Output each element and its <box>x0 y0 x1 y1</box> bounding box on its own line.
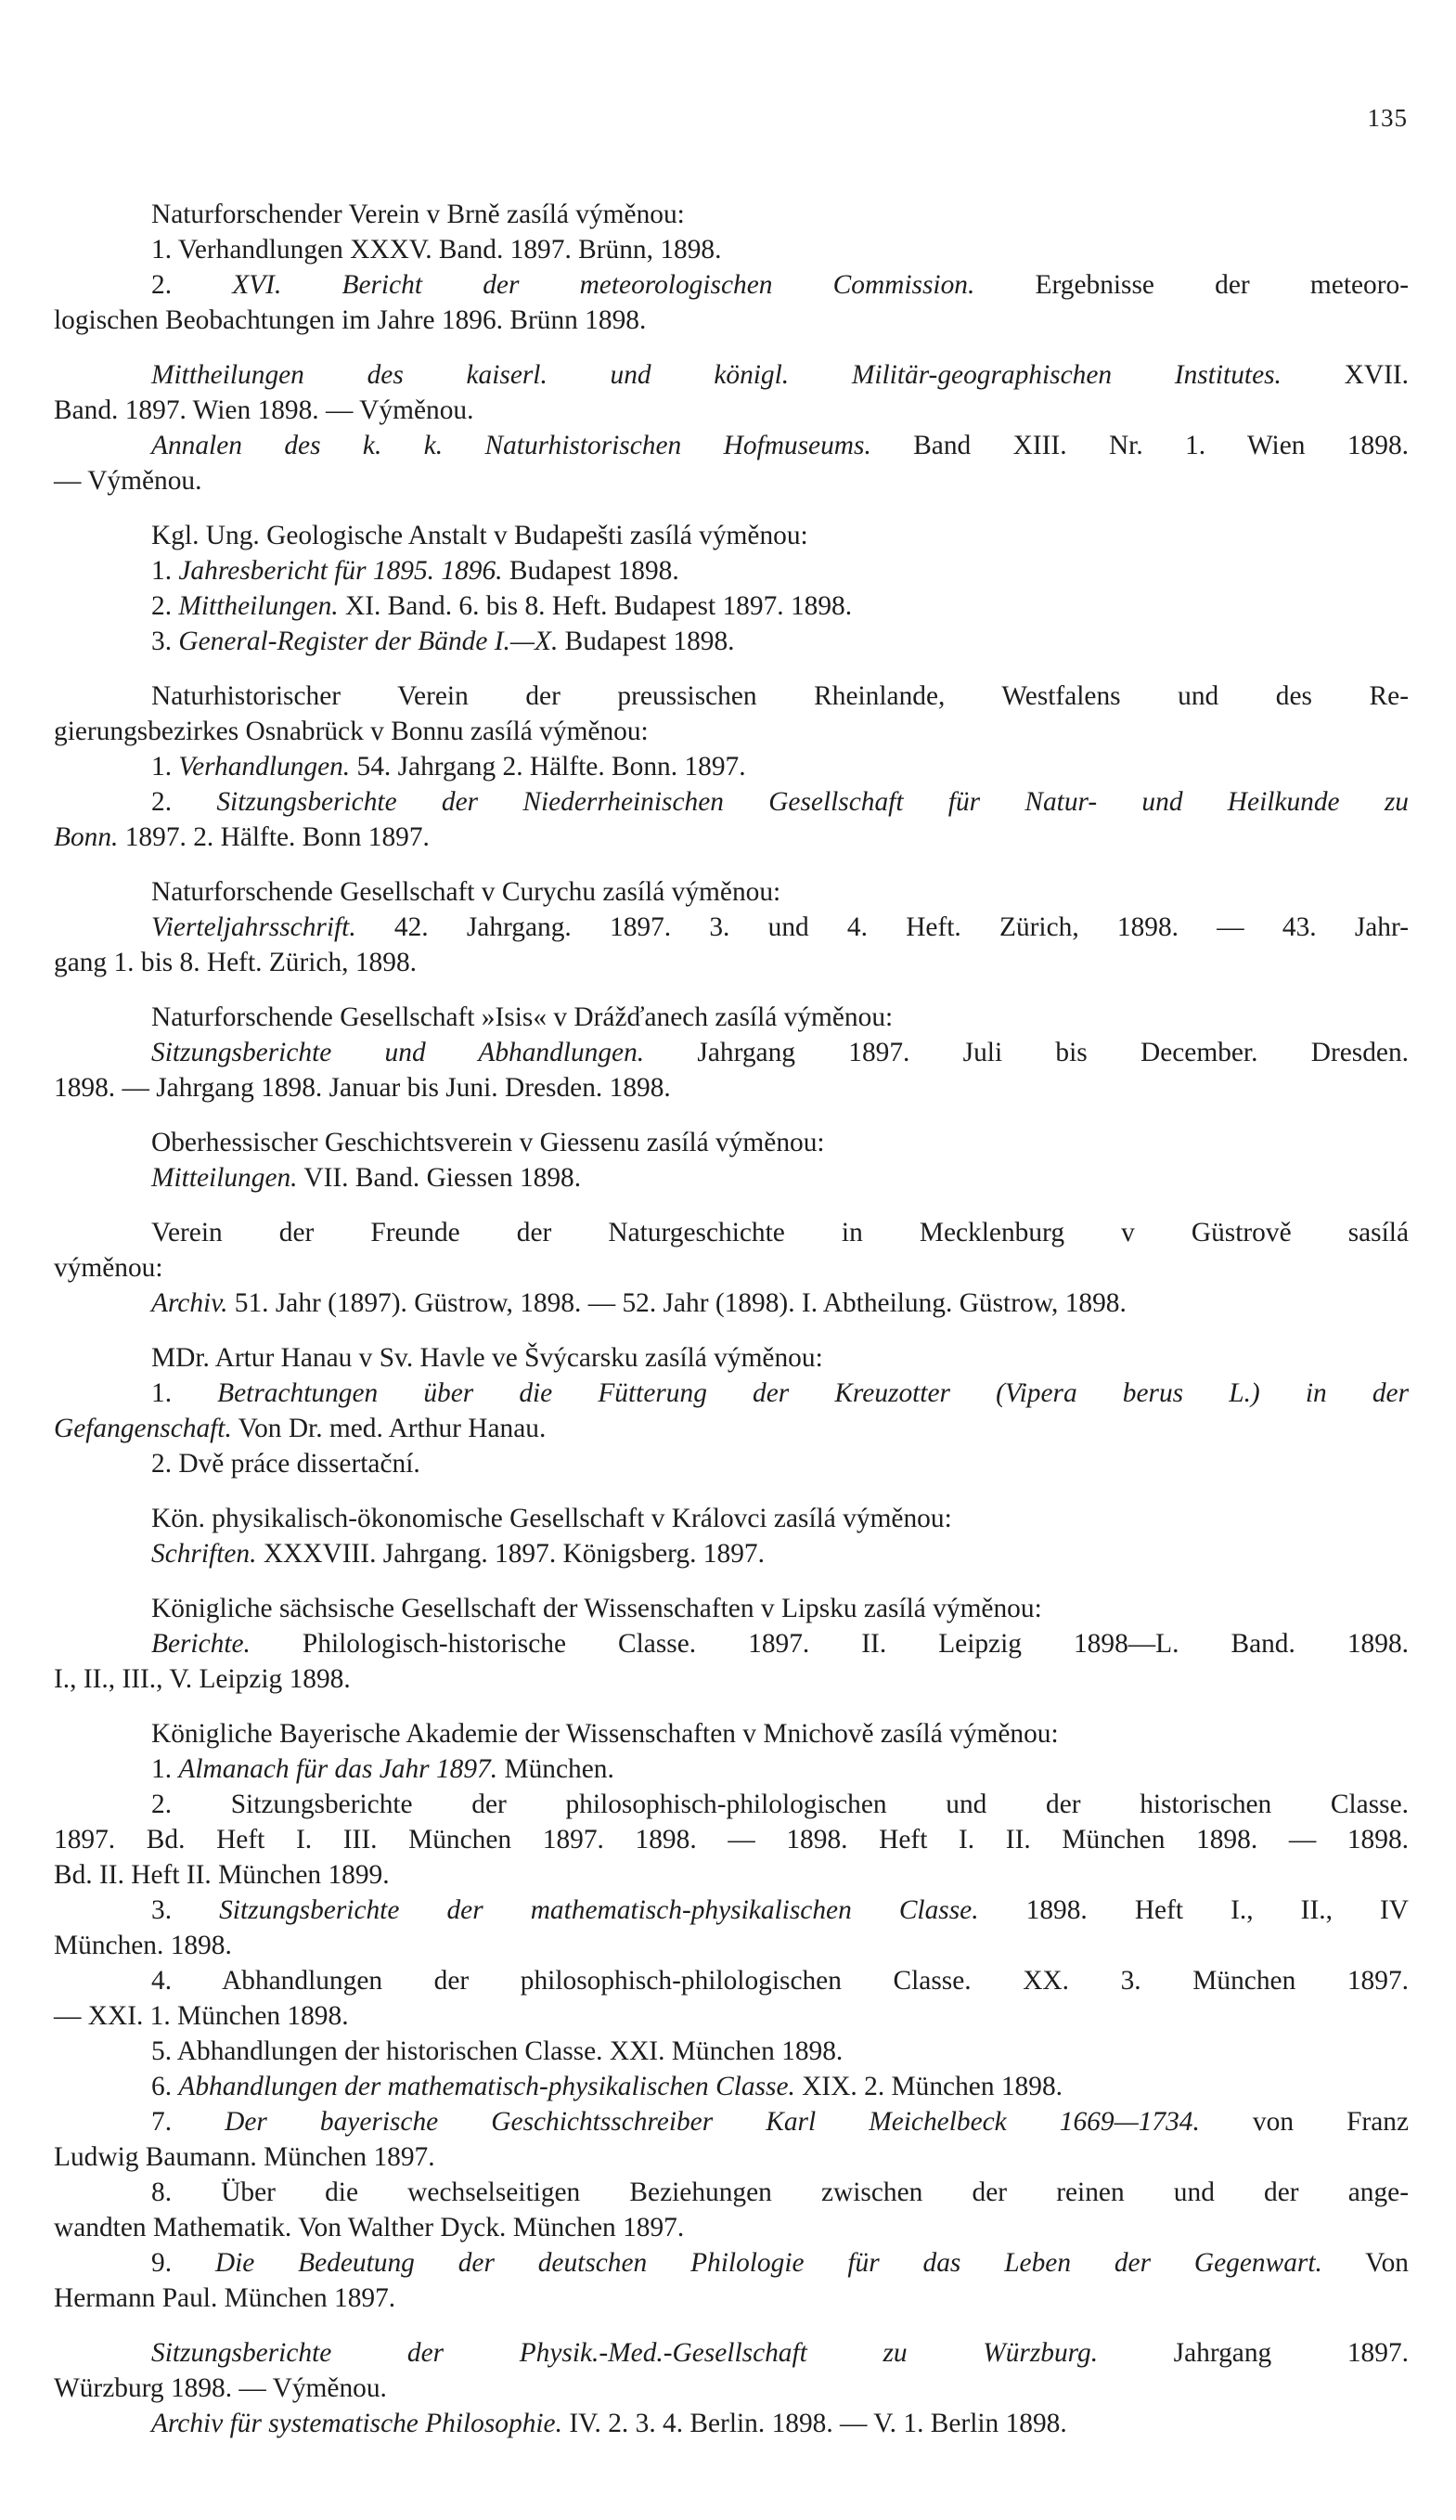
text-run: 1. <box>151 1754 179 1784</box>
text-line <box>54 232 1409 267</box>
text-line <box>54 624 1409 659</box>
italic-title: Archiv. <box>151 1288 228 1318</box>
text-run: Ergebnisse der meteoro- <box>974 270 1409 300</box>
text-run: 2. <box>151 787 217 817</box>
text-line <box>54 1751 1409 1787</box>
text-run: gang 1. bis 8. Heft. Zürich, 1898. <box>54 948 417 977</box>
text-line <box>54 678 1409 714</box>
text-line <box>54 428 1409 463</box>
text-line <box>54 2210 1409 2245</box>
text-run: 4. Abhandlungen der philosophisch-philologischen Classe. XX. 3. München 1897. <box>151 1966 1409 1996</box>
text-line <box>54 463 1409 498</box>
text-run: 7. <box>151 2107 225 2137</box>
text-run: Oberhessischer Geschichtsverein v Giessenu zasílá výměnou: <box>151 1128 825 1157</box>
text-run: 1. <box>151 1378 218 1408</box>
text-line <box>54 2281 1409 2316</box>
text-run: Von <box>1321 2248 1409 2278</box>
text-line <box>54 1000 1409 1035</box>
text-line <box>54 1998 1409 2034</box>
text-run: 42. Jahrgang. 1897. 3. und 4. Heft. Zürich, 1898. — 43. Jahr- <box>355 912 1409 942</box>
text-run: 51. Jahr (1897). Güstrow, 1898. — 52. Jahr (1898). I. Abtheilung. Güstrow, 1898. <box>227 1288 1127 1318</box>
text-line <box>54 1893 1409 1928</box>
text-run: IV. 2. 3. 4. Berlin. 1898. — V. 1. Berlin 1898. <box>561 2409 1067 2438</box>
text-line <box>54 1501 1409 1536</box>
text-run: 5. Abhandlungen der historischen Classe. XXI. München 1898. <box>151 2036 844 2066</box>
text-run: I., II., III., V. Leipzig 1898. <box>54 1664 351 1694</box>
bibliographic-entry <box>54 1000 1409 1105</box>
bibliographic-entry <box>54 678 1409 855</box>
text-line <box>54 553 1409 588</box>
text-line <box>54 2034 1409 2069</box>
italic-title: General-Register der Bände I.—X. <box>178 627 559 656</box>
text-run: 1. <box>151 556 179 586</box>
text-run: 2. Sitzungsberichte der philosophisch-philologischen und der historischen Classe. <box>151 1790 1409 1819</box>
text-run: Budapest 1898. <box>558 627 735 656</box>
document-body <box>54 197 1409 2461</box>
italic-title: Vierteljahrsschrift. <box>151 912 356 942</box>
text-line <box>54 1286 1409 1321</box>
text-run: Naturforschender Verein v Brně zasílá výměnou: <box>151 200 685 229</box>
text-run: gierungsbezirkes Osnabrück v Bonnu zasílá výměnou: <box>54 717 649 746</box>
text-run: XI. Band. 6. bis 8. Heft. Budapest 1897. 1898. <box>338 591 853 621</box>
text-run: Königliche sächsische Gesellschaft der Wissenschaften v Lipsku zasílá výměnou: <box>151 1594 1042 1623</box>
text-line <box>54 1215 1409 1250</box>
text-line <box>54 945 1409 980</box>
italic-title: Gefangenschaft. <box>54 1414 232 1443</box>
bibliographic-entry <box>54 874 1409 980</box>
text-line <box>54 784 1409 820</box>
text-run: 1. Verhandlungen XXXV. Band. 1897. Brünn, 1898. <box>151 235 722 265</box>
text-run: Band. 1897. Wien 1898. — Výměnou. <box>54 395 474 425</box>
text-line <box>54 2139 1409 2175</box>
text-line <box>54 1070 1409 1105</box>
text-run: VII. Band. Giessen 1898. <box>297 1163 582 1193</box>
bibliographic-entry <box>54 2335 1409 2441</box>
text-run: 2. <box>151 270 233 300</box>
text-run: Von Dr. med. Arthur Hanau. <box>231 1414 547 1443</box>
text-run: 1897. 2. Hälfte. Bonn 1897. <box>118 822 430 852</box>
text-run: 2. <box>151 591 179 621</box>
text-line <box>54 2245 1409 2281</box>
text-run: Naturhistorischer Verein der preussischen Rheinlande, Westfalens und des Re- <box>151 681 1409 711</box>
text-run: 1898. Heft I., II., IV <box>978 1895 1410 1925</box>
text-line <box>54 197 1409 232</box>
text-line <box>54 518 1409 553</box>
text-line <box>54 1661 1409 1697</box>
text-line <box>54 1446 1409 1481</box>
italic-title: Sitzungsberichte der Niederrheinischen Gesellschaft für Natur- und Heilkunde zu <box>216 787 1409 817</box>
text-line <box>54 357 1409 393</box>
italic-title: Die Bedeutung der deutschen Philologie für das Leben der Gegenwart. <box>214 2248 1322 2278</box>
text-line <box>54 1626 1409 1661</box>
text-run: logischen Beobachtungen im Jahre 1896. Brünn 1898. <box>54 305 647 335</box>
text-line <box>54 1591 1409 1626</box>
text-run: Band XIII. Nr. 1. Wien 1898. <box>870 431 1409 460</box>
bibliographic-entry <box>54 1215 1409 1321</box>
text-line <box>54 1787 1409 1822</box>
text-line <box>54 588 1409 624</box>
italic-title: Sitzungsberichte der Physik.-Med.-Gesellschaft zu Würzburg. <box>151 2338 1099 2368</box>
text-run: 54. Jahrgang 2. Hälfte. Bonn. 1897. <box>350 752 746 782</box>
italic-title: Schriften. <box>151 1539 257 1569</box>
text-line <box>54 1376 1409 1411</box>
italic-title: Bonn. <box>54 822 119 852</box>
text-run: — Výměnou. <box>54 466 202 496</box>
text-run: Budapest 1898. <box>502 556 679 586</box>
text-line <box>54 1035 1409 1070</box>
italic-title: Annalen des k. k. Naturhistorischen Hofmuseums. <box>151 431 871 460</box>
text-line <box>54 714 1409 749</box>
text-line <box>54 1716 1409 1751</box>
text-line <box>54 1822 1409 1857</box>
text-line <box>54 820 1409 855</box>
text-run: Verein der Freunde der Naturgeschichte in Mecklenburg v Güstrově sasílá <box>151 1218 1409 1247</box>
text-run: Kön. physikalisch-ökonomische Gesellschaft v Královci zasílá výměnou: <box>151 1504 952 1533</box>
text-run: — XXI. 1. München 1898. <box>54 2001 349 2031</box>
italic-title: Mitteilungen. <box>151 1163 298 1193</box>
text-run: Jahrgang 1897. Juli bis December. Dresden. <box>644 1038 1409 1067</box>
italic-title: Mittheilungen des kaiserl. und königl. Militär-geographischen Institutes. <box>151 360 1282 390</box>
text-run: Philologisch-historische Classe. 1897. II. Leipzig 1898—L. Band. 1898. <box>250 1629 1409 1659</box>
text-line <box>54 1125 1409 1160</box>
text-run: výměnou: <box>54 1253 163 1283</box>
italic-title: Betrachtungen über die Fütterung der Kreuzotter (Vipera berus L.) in der <box>217 1378 1410 1408</box>
italic-title: Archiv für systematische Philosophie. <box>151 2409 562 2438</box>
text-run: XVII. <box>1281 360 1409 390</box>
text-line <box>54 1411 1409 1446</box>
text-run: 3. <box>151 627 179 656</box>
text-run: Hermann Paul. München 1897. <box>54 2283 396 2313</box>
text-run: von Franz <box>1199 2107 1410 2137</box>
text-run: Kgl. Ung. Geologische Anstalt v Budapešti zasílá výměnou: <box>151 521 808 550</box>
italic-title: Der bayerische Geschichtsschreiber Karl Meichelbeck 1669—1734. <box>225 2107 1200 2137</box>
text-run: XIX. 2. München 1898. <box>794 2072 1063 2101</box>
italic-title: Sitzungsberichte und Abhandlungen. <box>151 1038 645 1067</box>
text-run: München. <box>497 1754 614 1784</box>
bibliographic-entry <box>54 197 1409 338</box>
text-line <box>54 393 1409 428</box>
bibliographic-entry <box>54 1716 1409 2316</box>
text-line <box>54 1536 1409 1571</box>
text-line <box>54 2104 1409 2139</box>
italic-title: Almanach für das Jahr 1897. <box>178 1754 498 1784</box>
text-line <box>54 303 1409 338</box>
text-run: München. 1898. <box>54 1931 232 1960</box>
text-line <box>54 874 1409 910</box>
bibliographic-entry <box>54 518 1409 659</box>
text-run: Jahrgang 1897. <box>1098 2338 1409 2368</box>
text-line <box>54 1857 1409 1893</box>
text-line <box>54 1250 1409 1286</box>
text-run: 2. Dvě práce dissertační. <box>151 1449 420 1479</box>
text-run: Bd. II. Heft II. München 1899. <box>54 1860 390 1890</box>
text-run: 3. <box>151 1895 220 1925</box>
text-line <box>54 2069 1409 2104</box>
text-run: MDr. Artur Hanau v Sv. Havle ve Švýcarsku zasílá výměnou: <box>151 1343 823 1373</box>
text-line <box>54 1160 1409 1195</box>
text-run: 1897. Bd. Heft I. III. München 1897. 1898. — 1898. Heft I. II. München 1898. — 1898. <box>54 1825 1409 1854</box>
text-run: XXXVIII. Jahrgang. 1897. Königsberg. 1897. <box>256 1539 765 1569</box>
text-line <box>54 1340 1409 1376</box>
text-run: 1. <box>151 752 179 782</box>
bibliographic-entry <box>54 1340 1409 1481</box>
bibliographic-entry <box>54 357 1409 498</box>
text-line <box>54 1928 1409 1963</box>
text-line <box>54 2175 1409 2210</box>
text-line <box>54 2335 1409 2371</box>
italic-title: Berichte. <box>151 1629 251 1659</box>
text-line <box>54 749 1409 784</box>
bibliographic-entry <box>54 1125 1409 1195</box>
text-run: 8. Über die wechselseitigen Beziehungen zwischen der reinen und der ange- <box>151 2178 1409 2207</box>
text-line <box>54 2406 1409 2441</box>
text-run: Königliche Bayerische Akademie der Wissenschaften v Mnichově zasílá výměnou: <box>151 1719 1059 1749</box>
text-run: Naturforschende Gesellschaft »Isis« v Drážďanech zasílá výměnou: <box>151 1002 894 1032</box>
text-line <box>54 2371 1409 2406</box>
text-line <box>54 267 1409 303</box>
text-run: 6. <box>151 2072 179 2101</box>
italic-title: Abhandlungen der mathematisch-physikalischen Classe. <box>178 2072 795 2101</box>
text-run: Naturforschende Gesellschaft v Curychu zasílá výměnou: <box>151 877 781 907</box>
italic-title: Mittheilungen. <box>178 591 339 621</box>
text-run: 9. <box>151 2248 215 2278</box>
italic-title: Verhandlungen. <box>178 752 351 782</box>
page-number: 135 <box>1367 104 1408 132</box>
text-run: Würzburg 1898. — Výměnou. <box>54 2373 387 2403</box>
bibliographic-entry <box>54 1501 1409 1571</box>
text-run: 1898. — Jahrgang 1898. Januar bis Juni. Dresden. 1898. <box>54 1073 671 1103</box>
italic-title: Sitzungsberichte der mathematisch-physikalischen Classe. <box>219 1895 979 1925</box>
italic-title: XVI. Bericht der meteorologischen Commission. <box>232 270 975 300</box>
bibliographic-entry <box>54 1591 1409 1697</box>
text-run: Ludwig Baumann. München 1897. <box>54 2142 435 2172</box>
text-run: wandten Mathematik. Von Walther Dyck. München 1897. <box>54 2213 685 2242</box>
italic-title: Jahresbericht für 1895. 1896. <box>178 556 503 586</box>
text-line <box>54 1963 1409 1998</box>
text-line <box>54 910 1409 945</box>
